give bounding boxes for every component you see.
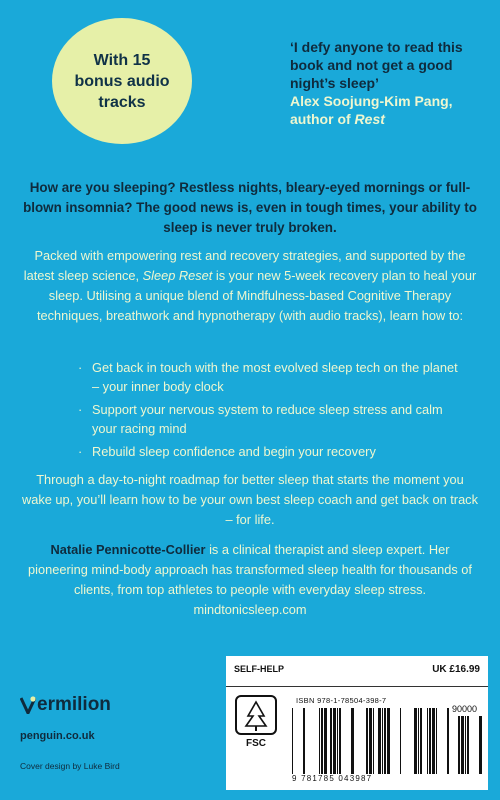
roadmap-paragraph: Through a day-to-night roadmap for better sleep that starts the moment you wake up, you’ll learn how to be your own best sleep coach and get back on track – for life. xyxy=(22,472,478,527)
quote-attribution: Alex Soojung-Kim Pang, author of Rest xyxy=(290,93,453,127)
barcode-digits: 9 781785 043987 xyxy=(292,774,373,783)
list-item: · Support your nervous system to reduce sleep stress and calm your racing mind xyxy=(78,402,443,436)
list-item: · Get back in touch with the most evolved sleep tech on the planet – your inner body clock xyxy=(78,360,458,394)
fsc-logo-icon xyxy=(234,694,278,750)
logo-text: ermilion xyxy=(37,694,111,715)
vermilion-logo xyxy=(20,694,111,716)
author-bio: Natalie Pennicotte-Collier is a clinical therapist and sleep expert. Her pioneering mind-body approach has transformed sleep health for thousands of clients, from top athletes to people with everyday sleep stress. mindtonicsleep.com xyxy=(28,542,472,617)
intro-paragraph: How are you sleeping? Restless nights, bleary-eyed mornings or full-blown insomnia? The good news is, even in tough times, your ability to sleep is never truly broken. xyxy=(23,180,477,235)
audio-tracks-badge xyxy=(52,18,192,144)
publisher-website: penguin.co.uk xyxy=(20,730,95,742)
author-name: Natalie Pennicotte-Collier xyxy=(50,542,206,557)
addon-number: 90000 xyxy=(452,704,478,714)
svg-text:FSC: FSC xyxy=(246,738,266,749)
bullet-icon: · xyxy=(78,402,83,417)
bullet-icon: · xyxy=(78,444,83,459)
badge-text: With 15 bonus audio tracks xyxy=(74,51,170,111)
category-label: SELF-HELP xyxy=(234,664,285,674)
benefits-list xyxy=(78,358,458,465)
book-title: Sleep Reset xyxy=(142,268,213,283)
list-item: · Rebuild sleep confidence and begin your recovery xyxy=(78,444,376,459)
barcode-panel xyxy=(226,656,488,790)
addon-barcode-icon xyxy=(456,716,482,774)
price-label: UK £16.99 xyxy=(432,664,480,675)
vermilion-v-icon xyxy=(20,696,36,714)
endorsement-quote xyxy=(290,38,490,128)
quote-book-title: Rest xyxy=(354,111,385,127)
cover-credit: Cover design by Luke Bird xyxy=(20,761,120,771)
divider xyxy=(226,686,488,687)
description-paragraph: Packed with empowering rest and recovery strategies, and supported by the latest sleep science, Sleep Reset is your new 5-week recovery plan to heal your sleep. Utilising a unique blend of Mindfulness-based Cognitive Therapy techniques, breathwork and hypnotherapy (with audio tracks), learn how to: xyxy=(23,248,477,323)
quote-text: ‘I defy anyone to read this book and not get a good night’s sleep’ xyxy=(290,39,463,91)
bullet-icon: · xyxy=(78,360,83,375)
isbn-number: ISBN 978-1-78504-398-7 xyxy=(296,696,387,705)
barcode-icon xyxy=(292,708,452,774)
